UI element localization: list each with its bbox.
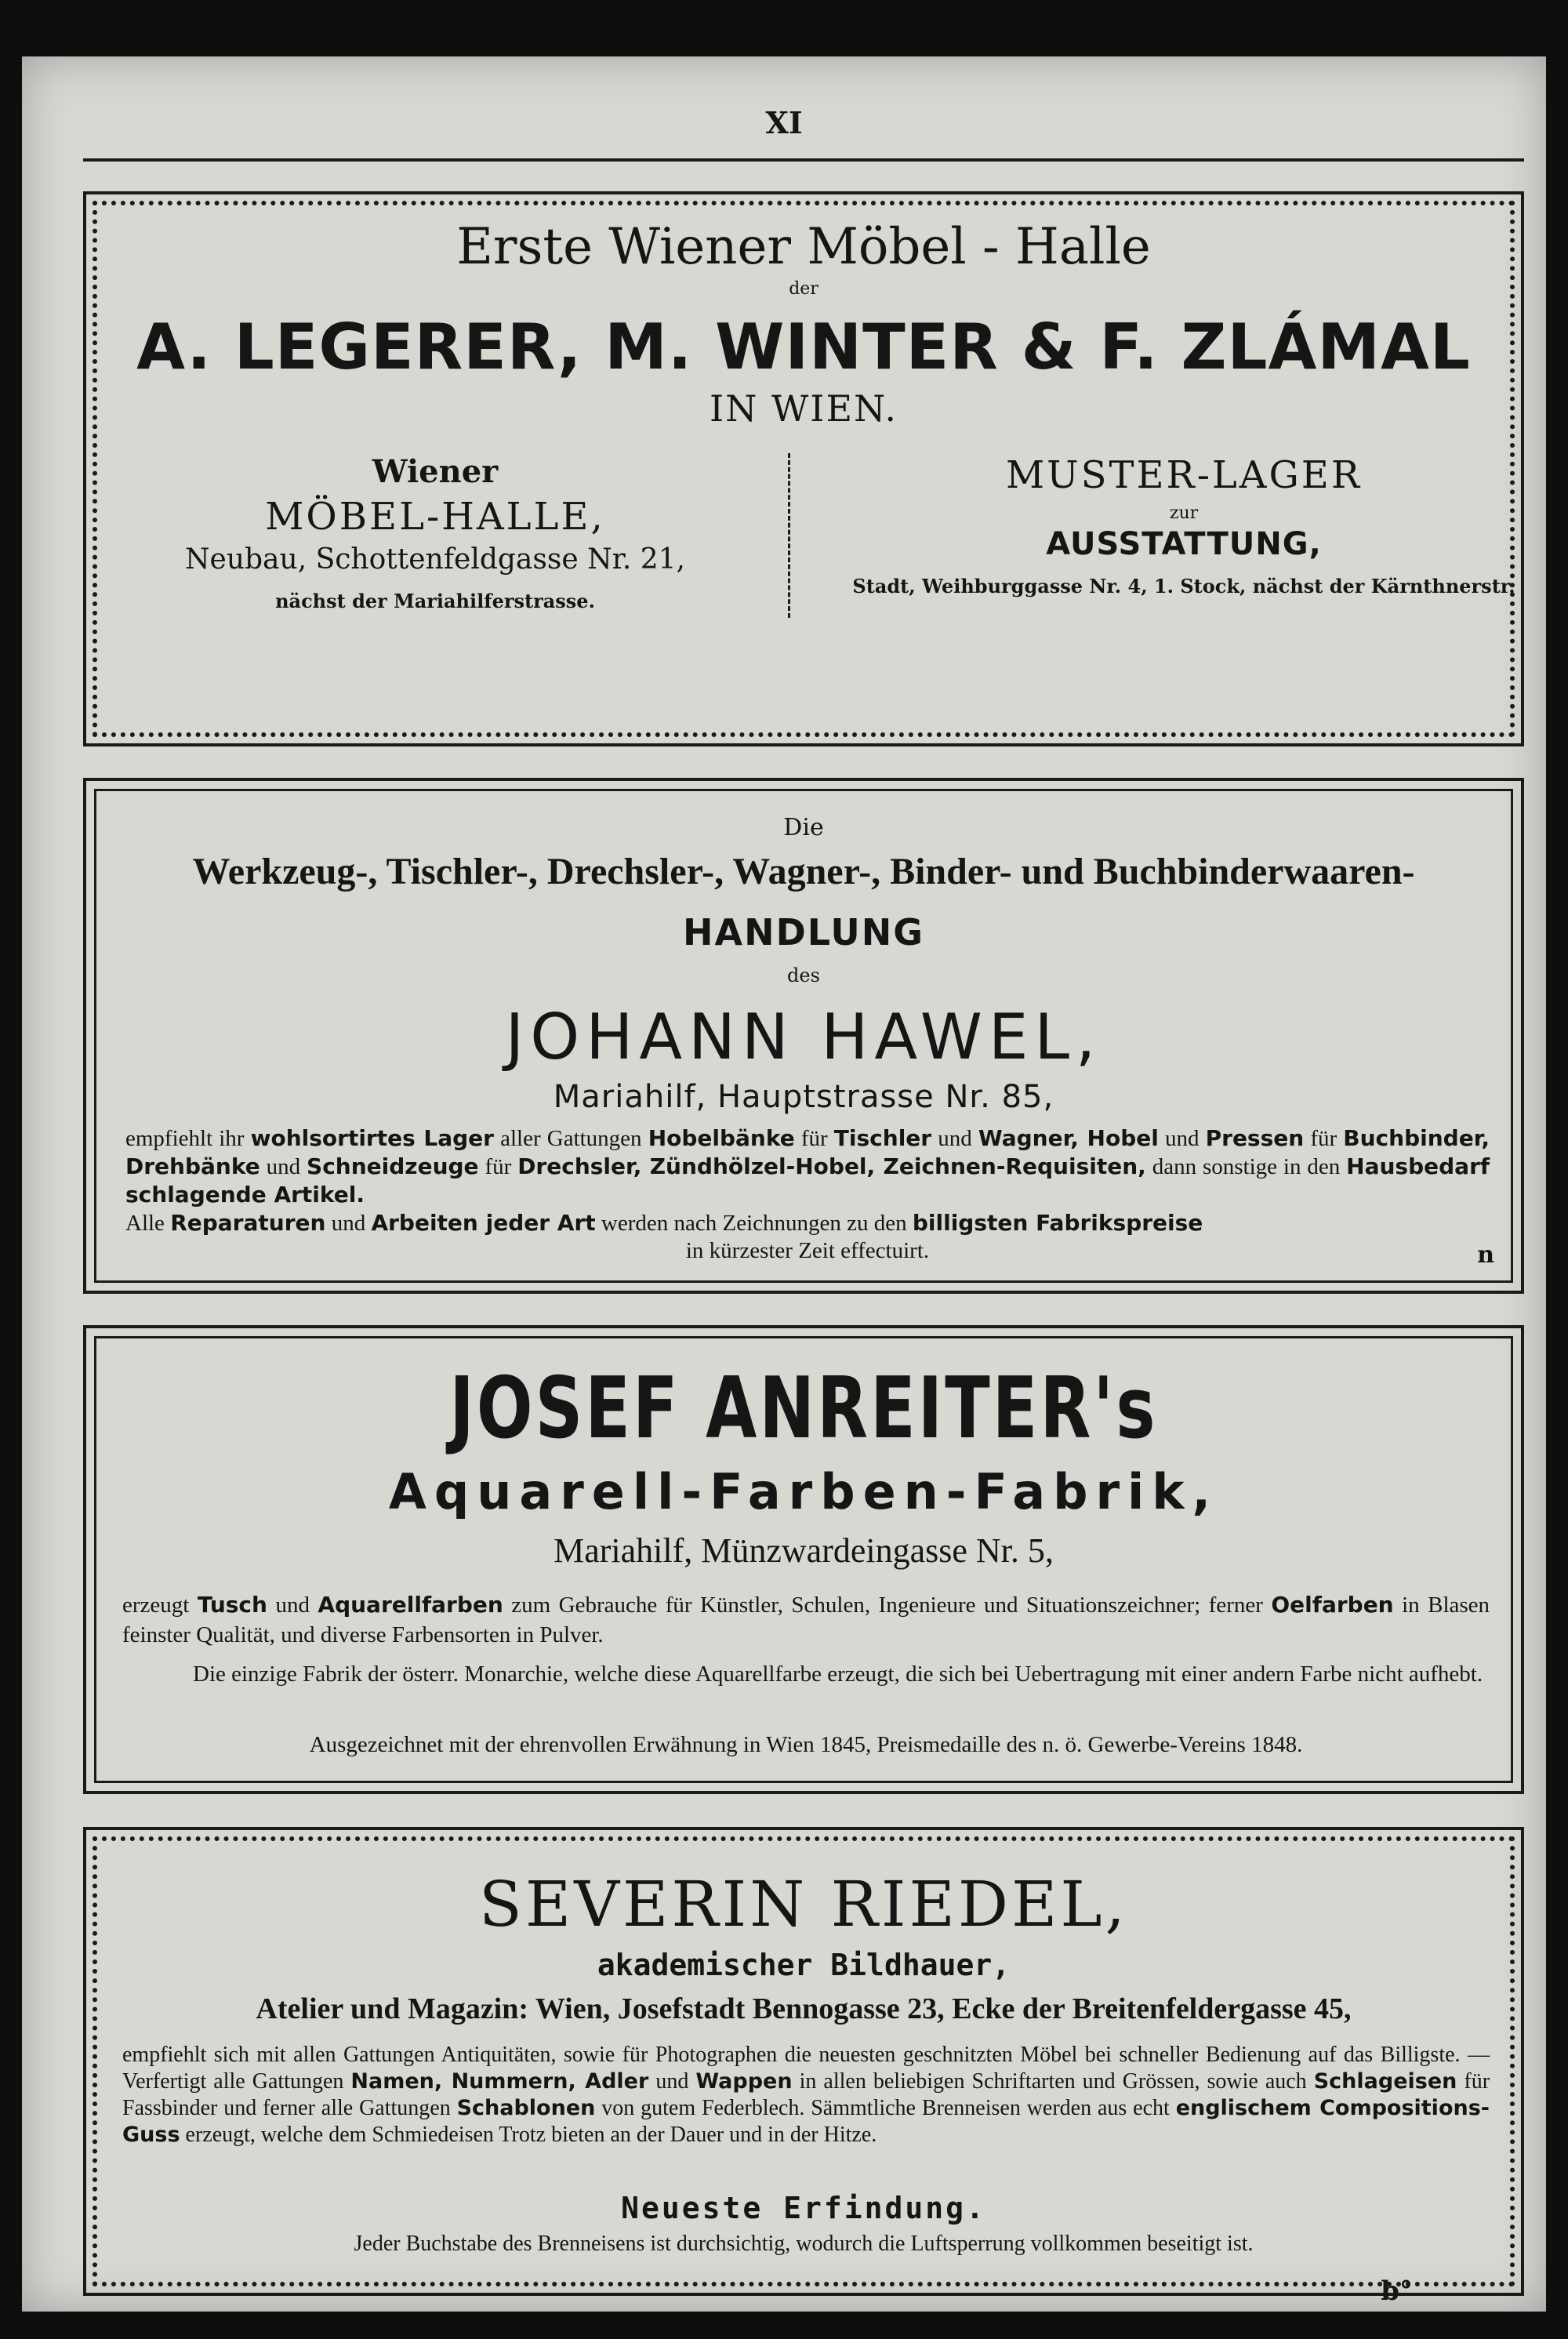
ad2-bold: billigsten Fabrikspreise bbox=[912, 1210, 1203, 1236]
ad-johann-hawel bbox=[83, 778, 1524, 1294]
ad3-fabrik: Aquarell-Farben-Fabrik, bbox=[388, 1463, 1219, 1520]
ad4-bold: Wappen bbox=[695, 2069, 793, 2094]
ad3-text: und bbox=[275, 1593, 310, 1618]
ad2-bold: wohlsortirtes Lager bbox=[250, 1125, 494, 1151]
ad1-names: A. LEGERER, M. WINTER & F. ZLÁMAL bbox=[136, 311, 1471, 383]
ad2-mark: n bbox=[1477, 1241, 1494, 1269]
ad2-trades: Werkzeug-, Tischler-, Drechsler-, Wagner-, Binder- und Buchbinderwaaren- bbox=[192, 851, 1415, 892]
page bbox=[22, 56, 1546, 2312]
ad2-des: des bbox=[787, 964, 820, 986]
ad3-text: erzeugt bbox=[122, 1593, 190, 1618]
ad1-left-line4: nächst der Mariahilferstrasse. bbox=[275, 590, 595, 612]
ad2-text: Alle bbox=[125, 1211, 165, 1236]
ad1-city: IN WIEN. bbox=[709, 387, 898, 430]
ad2-name: JOHANN HAWEL, bbox=[505, 1001, 1102, 1073]
ad2-text: und bbox=[1164, 1126, 1200, 1151]
ad1-right-line4: Stadt, Weihburggasse Nr. 4, 1. Stock, nächst der Kärnthnerstr. bbox=[852, 575, 1515, 597]
ad3-bold: Oelfarben bbox=[1271, 1592, 1394, 1618]
ad1-left-line2: MÖBEL-HALLE, bbox=[265, 495, 605, 539]
ad4-bold: englischem Compositions-Guss bbox=[122, 2096, 1490, 2147]
ad2-handlung: HANDLUNG bbox=[682, 911, 925, 953]
ad-moebel-halle bbox=[83, 191, 1524, 746]
ad2-text: werden nach Zeichnungen zu den bbox=[601, 1211, 907, 1236]
ad4-text: in allen beliebigen Schriftarten und Grössen, sowie auch bbox=[799, 2069, 1307, 2094]
ad3-paragraph-2: Die einzige Fabrik der österr. Monarchie, welche diese Aquarellfarbe erzeugt, die sich bei Uebertragung mit einer andern Farbe nicht aufhebt. bbox=[193, 1662, 1483, 1687]
ad1-right-line1: MUSTER-LAGER bbox=[1006, 453, 1362, 497]
ad3-bold: Tusch bbox=[197, 1592, 267, 1618]
ad2-text: empfiehlt ihr bbox=[125, 1126, 245, 1151]
ad3-paragraph-1 bbox=[122, 1590, 1490, 1650]
ad2-text: für bbox=[1310, 1126, 1338, 1151]
page-number: XI bbox=[765, 105, 803, 140]
ad-josef-anreiter bbox=[83, 1325, 1524, 1794]
ad4-text: für Fassbinder und ferner alle Gattungen bbox=[122, 2069, 1490, 2120]
ad3-address: Mariahilf, Münzwardeingasse Nr. 5, bbox=[554, 1531, 1054, 1570]
ad1-column-divider bbox=[788, 453, 790, 618]
ad4-text: und bbox=[655, 2069, 689, 2094]
ad4-neueste-erfindung: Neueste Erfindung. bbox=[621, 2191, 986, 2225]
ad2-bold: Drechsler, Zündhölzel-Hobel, Zeichnen-Requisiten, bbox=[517, 1153, 1146, 1179]
ad4-name: SEVERIN RIEDEL, bbox=[479, 1868, 1128, 1941]
ad2-paragraph bbox=[125, 1124, 1490, 1265]
ad3-text: zum Gebrauche für Künstler, Schulen, Ingenieure und Situationszeichner; ferner bbox=[511, 1593, 1263, 1618]
ad4-bold: Namen, Nummern, Adler bbox=[350, 2069, 649, 2094]
ad1-right-line3: AUSSTATTUNG, bbox=[1046, 526, 1322, 562]
ad4-bold: Schlageisen bbox=[1313, 2069, 1457, 2094]
ad4-paragraph bbox=[122, 2042, 1490, 2148]
ad4-closing: Jeder Buchstabe des Brenneisens ist durchsichtig, wodurch die Luftsperrung vollkommen beseitigt ist. bbox=[354, 2232, 1254, 2256]
ad2-bold: Arbeiten jeder Art bbox=[371, 1210, 596, 1236]
ad4-bold: Schablonen bbox=[456, 2096, 596, 2120]
ad2-text: und bbox=[266, 1154, 301, 1179]
ad2-text: dann sonstige in den bbox=[1152, 1154, 1341, 1179]
ad4-role: akademischer Bildhauer, bbox=[597, 1948, 1011, 1982]
page-signature-mark: b° bbox=[1381, 2275, 1413, 2307]
ad2-bold: Wagner, Hobel bbox=[978, 1125, 1159, 1151]
ad2-bold: Reparaturen bbox=[170, 1210, 326, 1236]
ad2-text: und bbox=[331, 1211, 366, 1236]
ad2-closing: in kürzester Zeit effectuirt. bbox=[685, 1238, 930, 1263]
ad2-bold: Tischler bbox=[833, 1125, 932, 1151]
ad1-der: der bbox=[789, 279, 818, 299]
ad4-text: von gutem Federblech. Sämmtliche Brenneisen werden aus echt bbox=[601, 2096, 1170, 2120]
ad2-bold: Hausbedarf schlagende Artikel. bbox=[125, 1153, 1490, 1208]
ad4-atelier: Atelier und Magazin: Wien, Josefstadt Bennogasse 23, Ecke der Breitenfeldergasse 45, bbox=[256, 1992, 1352, 2025]
ad4-text: erzeugt, welche dem Schmiedeisen Trotz bieten an der Dauer und in der Hitze. bbox=[185, 2123, 877, 2147]
ad3-name: JOSEF ANREITER's bbox=[449, 1360, 1158, 1458]
ad2-bold: Buchbinder, Drehbänke bbox=[125, 1125, 1490, 1179]
ad2-bold: Pressen bbox=[1205, 1125, 1305, 1151]
ad1-left-column bbox=[86, 453, 784, 612]
ad2-address: Mariahilf, Hauptstrasse Nr. 85, bbox=[553, 1079, 1054, 1115]
ad-severin-riedel bbox=[83, 1827, 1524, 2296]
ad2-text: aller Gattungen bbox=[500, 1126, 642, 1151]
ad2-text: für bbox=[485, 1154, 512, 1179]
ad1-left-line3: Neubau, Schottenfeldgasse Nr. 21, bbox=[185, 543, 685, 576]
ad2-die: Die bbox=[783, 814, 824, 841]
ad3-award: Ausgezeichnet mit der ehrenvollen Erwähnung in Wien 1845, Preismedaille des n. ö. Gewerbe-Vereins 1848. bbox=[309, 1732, 1303, 1757]
ad4-text: empfiehlt sich mit allen Gattungen Antiquitäten, sowie für Photographen die neuesten geschnitzten Möbel bei schneller Bedienung auf das Billigste. — Verfertigt alle Gattungen bbox=[122, 2043, 1490, 2094]
ad1-right-line2: zur bbox=[1169, 503, 1199, 523]
ad3-bold: Aquarellfarben bbox=[318, 1592, 503, 1618]
ad1-left-line1: Wiener bbox=[372, 453, 499, 490]
ad2-text: und bbox=[938, 1126, 972, 1151]
header-rule bbox=[83, 158, 1524, 162]
ad2-bold: Schneidzeuge bbox=[307, 1153, 479, 1179]
ad1-right-column bbox=[792, 453, 1546, 597]
ad3-text: in Blasen feinster Qualität, und diverse Farbensorten in Pulver. bbox=[122, 1593, 1490, 1647]
ad2-text: für bbox=[800, 1126, 828, 1151]
ad2-bold: Hobelbänke bbox=[648, 1125, 795, 1151]
ad1-title: Erste Wiener Möbel - Halle bbox=[456, 218, 1151, 276]
